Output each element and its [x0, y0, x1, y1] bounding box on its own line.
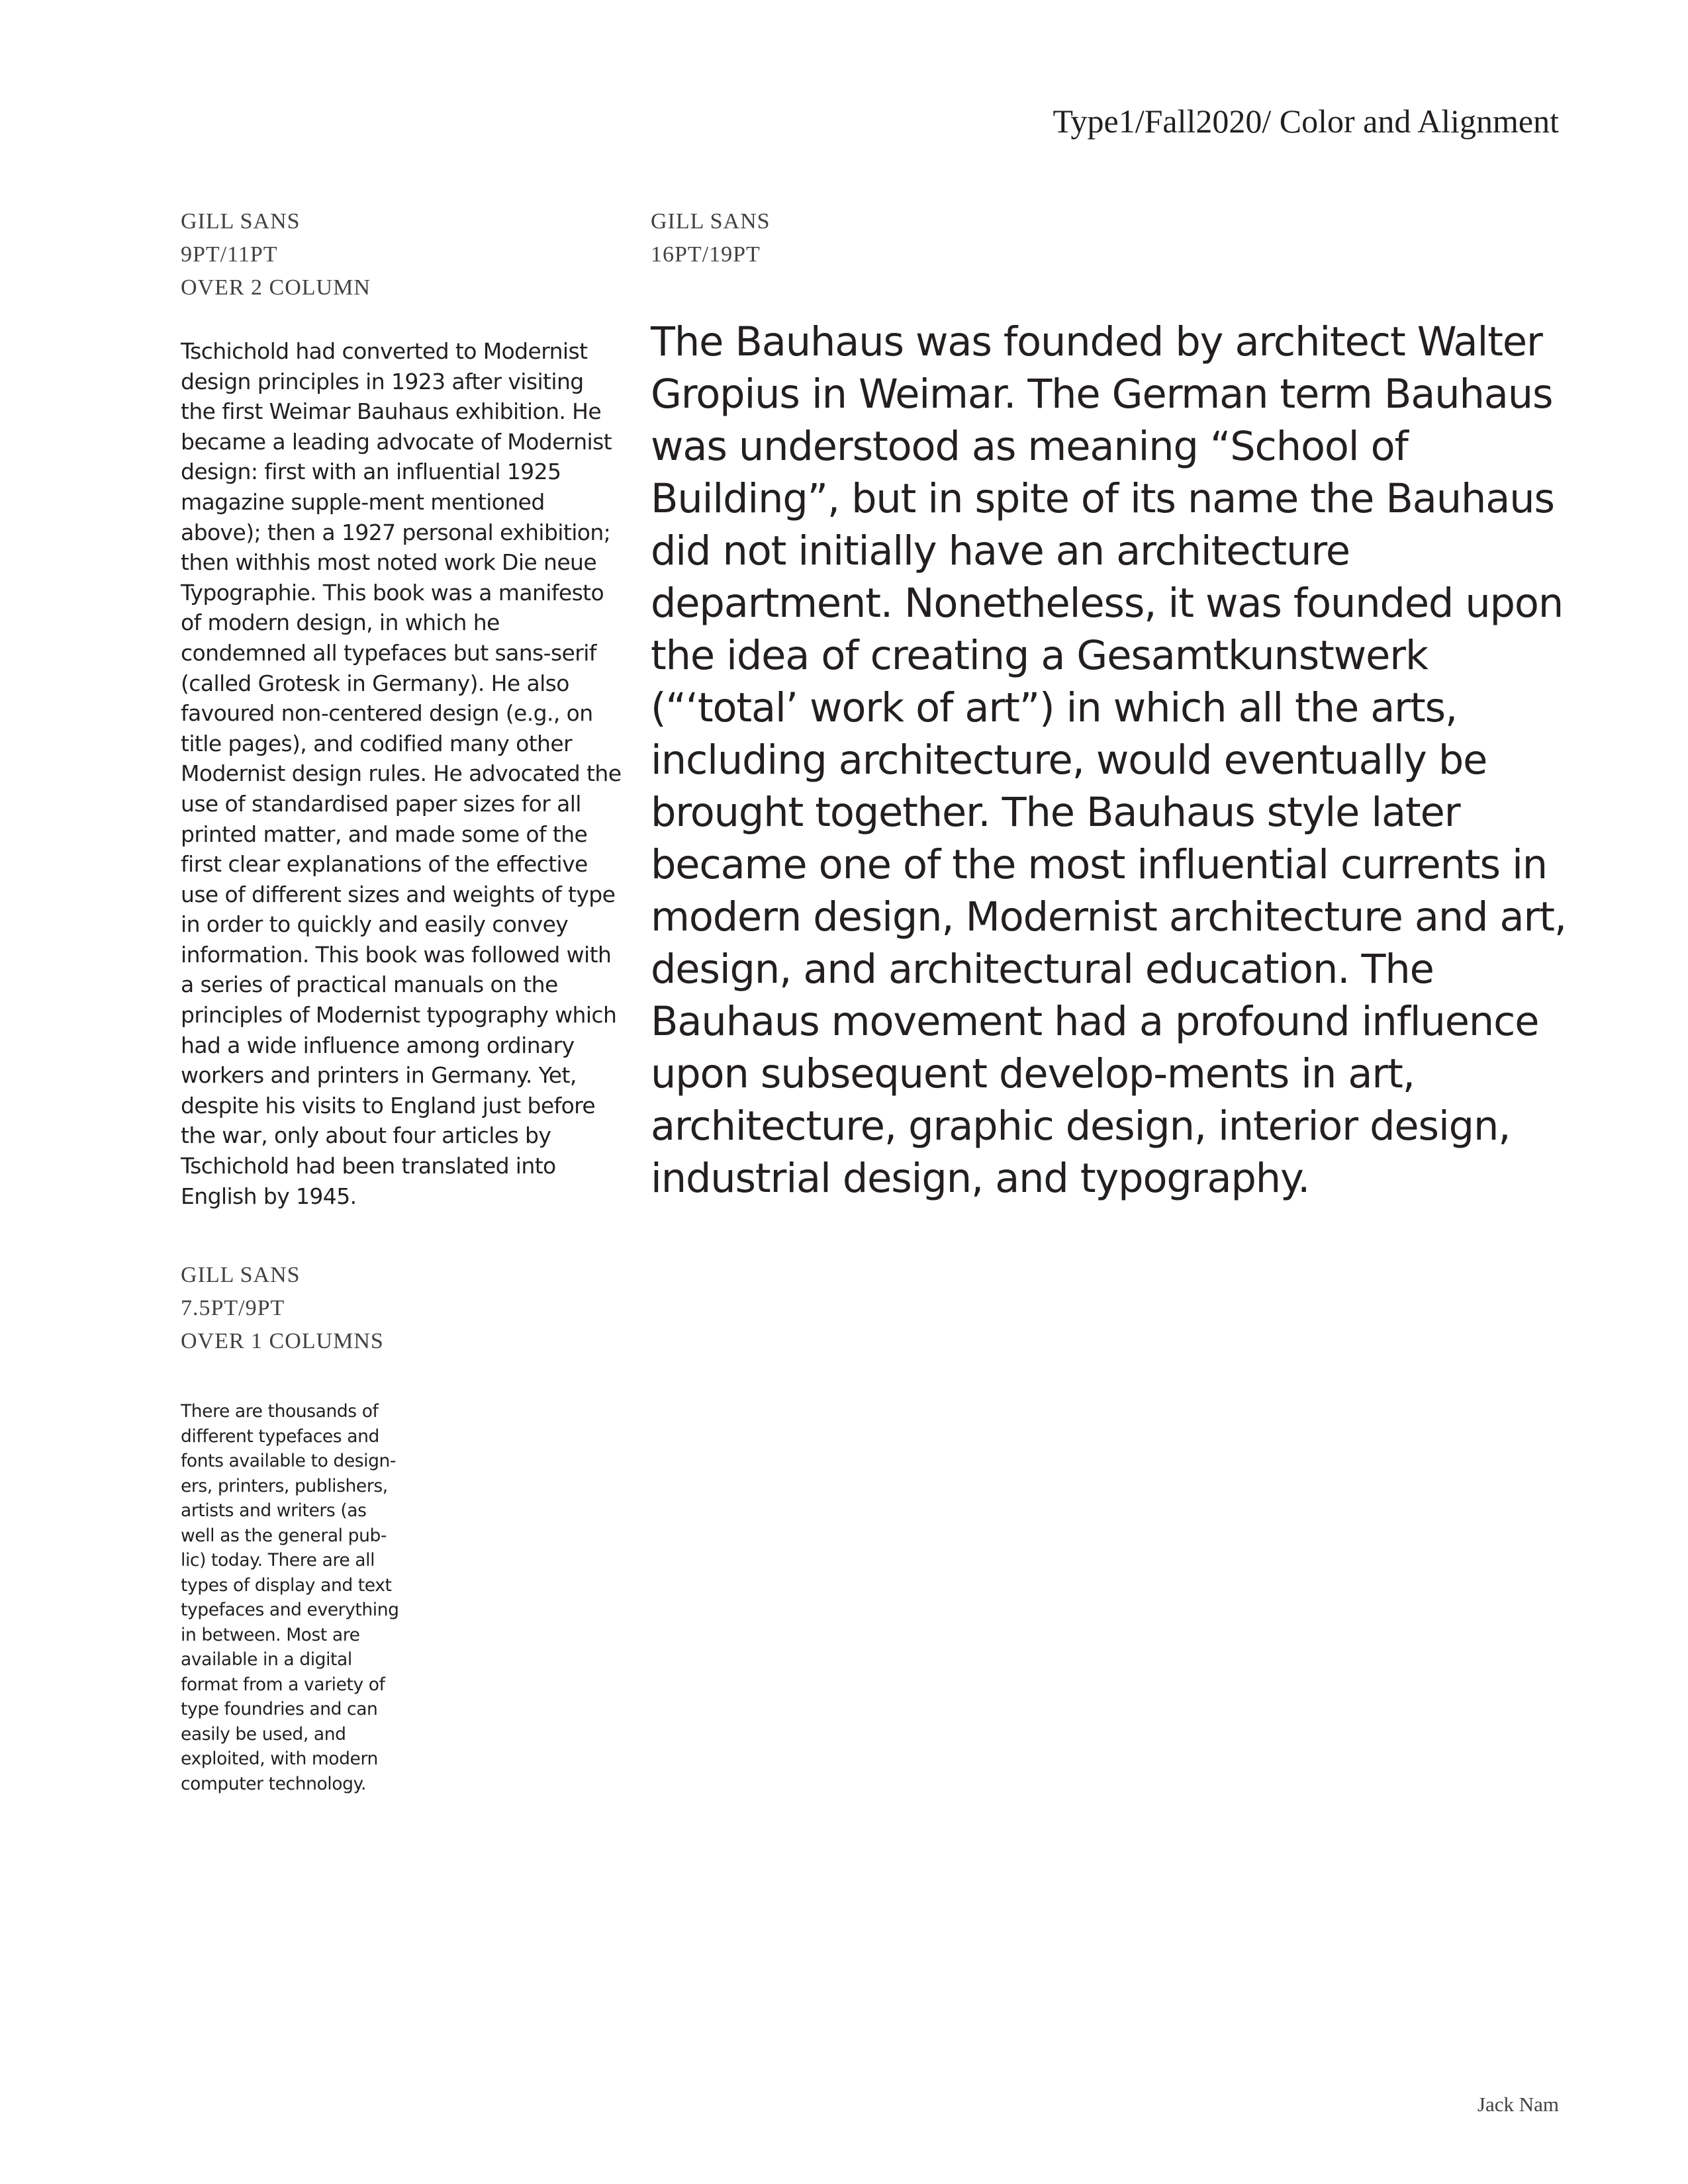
page-header-title: Type1/Fall2020/ Color and Alignment	[1053, 103, 1559, 140]
sample-text-16pt: The Bauhaus was founded by architect Walter Gropius in Weimar. The German term Bauhaus was understood as meaning “School of Building”, but in spite of its name the Bauhaus did not initially have an architecture department. Nonetheless, it was founded upon the idea of creating a Gesamtkunstwerk (“‘total’ work of art”) in which all the arts, including architecture, would eventually be brought together. The Bauhaus style later became one of the most influential currents in modern design, Modernist architecture and art, design, and architectural education. The Bauhaus movement had a profound influence upon subsequent develop-ments in art, architecture, graphic design, interior design, industrial design, and typography.	[651, 319, 1567, 1202]
spec-typeface: GILL SANS	[181, 209, 301, 234]
spec-typeface: GILL SANS	[181, 1263, 301, 1287]
spec-columns: OVER 1 COLUMNS	[181, 1329, 384, 1353]
sample-text-7pt: There are thousands of different typefaces and fonts available to design-ers, printers, publishers, artists and writers (as well as the general pub-lic) today. There are all types of display and text typefaces and everything in between. Most are available in a digital format from a variety of type foundries and can easily be used, and exploited, with modern computer technology.	[181, 1401, 399, 1794]
spec-size: 16PT/19PT	[651, 242, 761, 267]
spec-label-16pt	[651, 205, 771, 271]
spec-columns: OVER 2 COLUMN	[181, 275, 371, 300]
spec-size: 7.5PT/9PT	[181, 1296, 285, 1320]
sample-text-9pt: Tschichold had converted to Modernist design principles in 1923 after visiting the first Weimar Bauhaus exhibition. He became a leading advocate of Modernist design: first with an influential 1925 magazine supple-ment mentioned above); then a 1927 personal exhibition; then withhis most noted work Die neue Typographie. This book was a manifesto of modern design, in which he condemned all typefaces but sans-serif (called Grotesk in Germany). He also favoured non-centered design (e.g., on title pages), and codified many other Modernist design rules. He advocated the use of standardised paper sizes for all printed matter, and made some of the first clear explanations of the effective use of different sizes and weights of type in order to quickly and easily convey information. This book was followed with a series of practical manuals on the principles of Modernist typography which had a wide influence among ordinary workers and printers in Germany. Yet, despite his visits to England just before the war, only about four articles by Tschichold had been translated into English by 1945.	[181, 338, 622, 1209]
footer-author: Jack Nam	[1477, 2093, 1559, 2116]
spec-typeface: GILL SANS	[651, 209, 771, 234]
spec-label-9pt	[181, 205, 371, 304]
spec-size: 9PT/11PT	[181, 242, 278, 267]
spec-label-7pt	[181, 1259, 384, 1358]
